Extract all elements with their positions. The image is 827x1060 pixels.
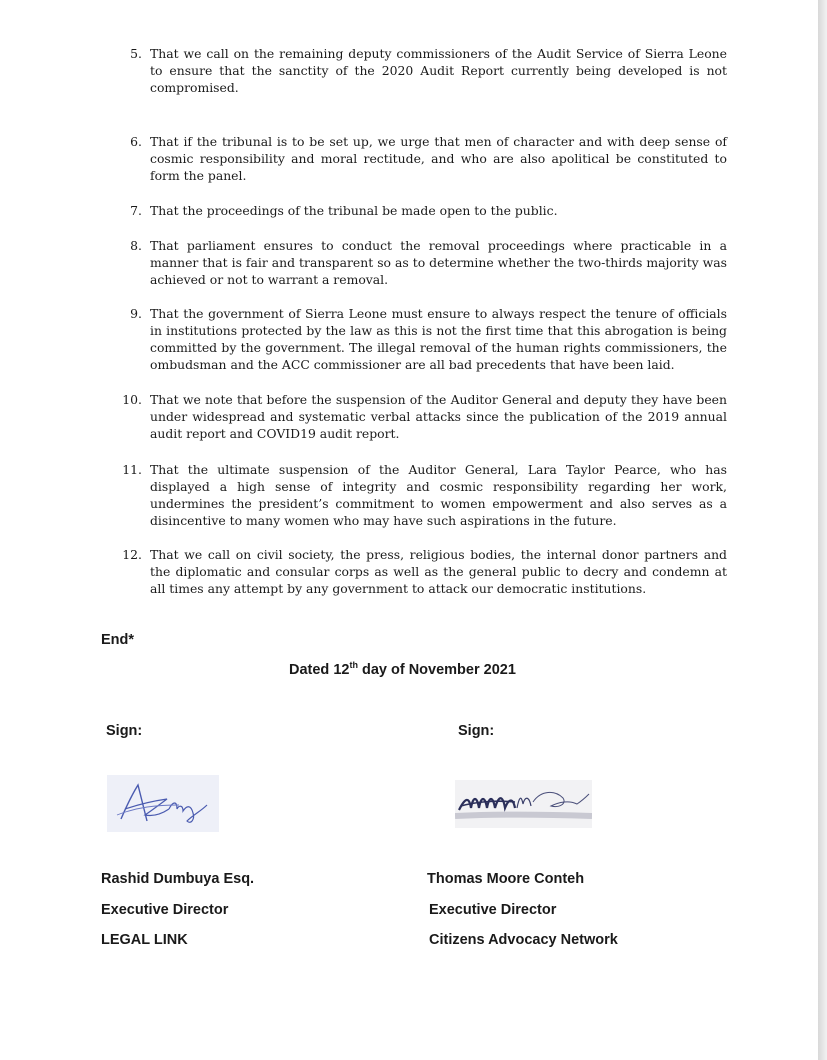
list-number: 8. xyxy=(130,238,142,253)
signatory-right-title: Executive Director xyxy=(429,902,557,918)
list-number: 9. xyxy=(130,306,142,321)
list-item-8 xyxy=(122,237,727,288)
list-number: 6. xyxy=(130,134,142,149)
list-text: That the proceedings of the tribunal be made open to the public. xyxy=(150,203,558,218)
list-text: That we note that before the suspension of the Auditor General and deputy they have been under widespread and systematic verbal attacks since the publication of the 2019 annual audit report and COVID19 audit report. xyxy=(150,392,727,441)
signature-right xyxy=(455,780,592,828)
list-item-12 xyxy=(122,546,727,597)
list-number: 12. xyxy=(122,547,142,562)
list-number: 11. xyxy=(122,462,142,477)
list-item-7 xyxy=(122,202,727,219)
signatory-right-org: Citizens Advocacy Network xyxy=(429,932,618,948)
signatory-left-name: Rashid Dumbuya Esq. xyxy=(101,871,255,887)
list-item-10 xyxy=(122,391,727,442)
list-number: 7. xyxy=(130,203,142,218)
list-text: That the ultimate suspension of the Auditor General, Lara Taylor Pearce, who has displayed a high sense of integrity and cosmic responsibility regarding her work, undermines the president’s commitment to women empowerment and also serves as a disincentive to many women who may have such aspirations in the future. xyxy=(150,462,727,528)
list-number: 5. xyxy=(130,46,142,61)
list-text: That the government of Sierra Leone must ensure to always respect the tenure of officials in institutions protected by the law as this is not the first time that this abrogation is being committed by the government. The illegal removal of the human rights commissioners, the ombudsman and the ACC commissioner are all bad precedents that have been laid. xyxy=(150,306,727,372)
date-line xyxy=(289,662,516,678)
signature-left xyxy=(107,775,219,832)
list-text: That parliament ensures to conduct the removal proceedings where practicable in a manner that is fair and transparent so as to determine whether the two-thirds majority was achieved or not to warrant a removal. xyxy=(150,238,727,287)
date-prefix: Dated 12 xyxy=(289,662,350,678)
end-marker: End* xyxy=(101,632,135,648)
page-edge-shadow xyxy=(818,0,827,1060)
signatory-left-org: LEGAL LINK xyxy=(101,932,188,948)
list-item-9 xyxy=(122,305,727,373)
list-number: 10. xyxy=(122,392,142,407)
list-item-5 xyxy=(122,45,727,96)
sign-label-right: Sign: xyxy=(458,723,495,739)
sign-label-left: Sign: xyxy=(106,723,143,739)
signatory-left-title: Executive Director xyxy=(101,902,229,918)
date-ordinal: th xyxy=(349,660,358,671)
date-suffix: day of November 2021 xyxy=(357,662,516,678)
list-item-11 xyxy=(122,461,727,529)
list-text: That we call on civil society, the press, religious bodies, the internal donor partners and the diplomatic and consular corps as well as the general public to decry and condemn at all times any attempt by any government to attack our democratic institutions. xyxy=(150,547,727,596)
list-text: That if the tribunal is to be set up, we urge that men of character and with deep sense of cosmic responsibility and moral rectitude, and who are also apolitical be constituted to form the panel. xyxy=(150,134,727,183)
signatory-right-name: Thomas Moore Conteh xyxy=(427,871,585,887)
list-item-6 xyxy=(122,133,727,184)
list-text: That we call on the remaining deputy commissioners of the Audit Service of Sierra Leone to ensure that the sanctity of the 2020 Audit Report currently being developed is not compromised. xyxy=(150,46,727,95)
